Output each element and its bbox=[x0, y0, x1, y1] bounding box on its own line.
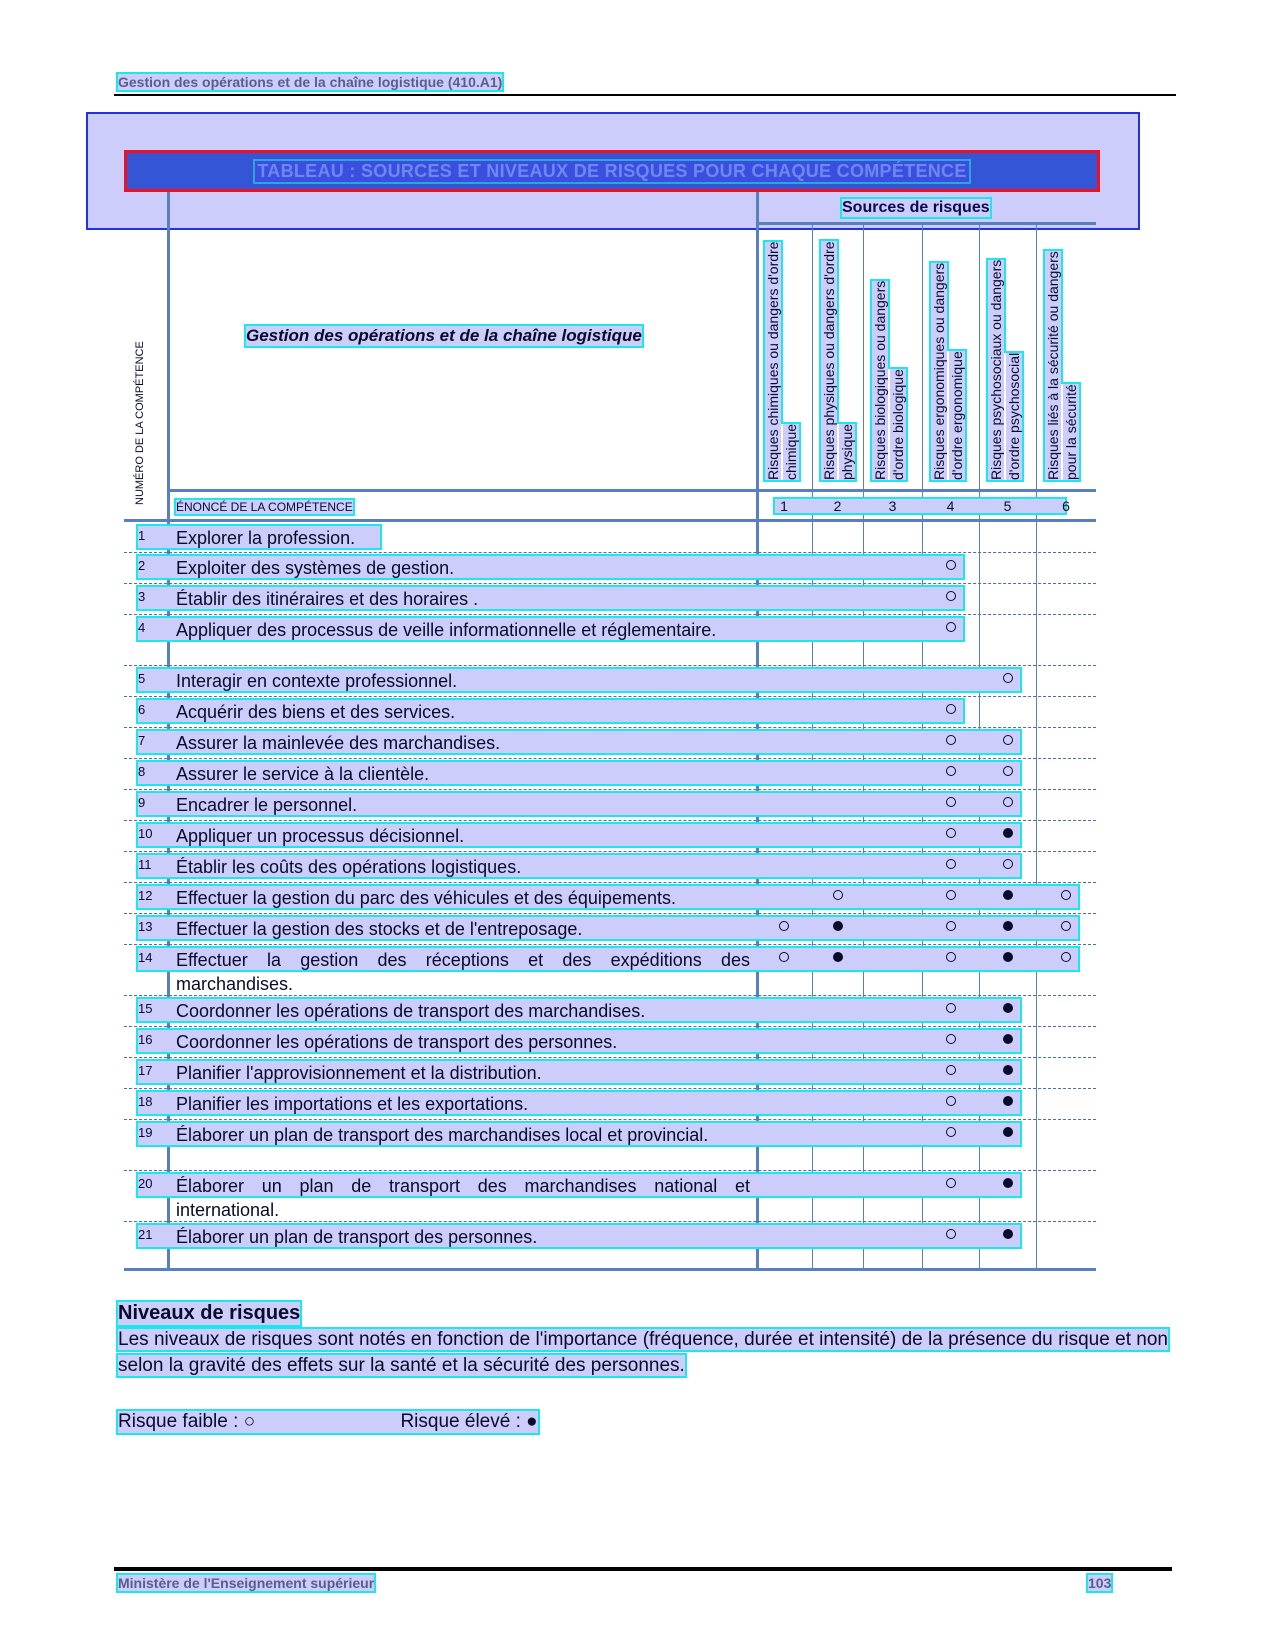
risk-column-header bbox=[1044, 240, 1092, 480]
low-risk-icon bbox=[946, 560, 956, 570]
low-risk-icon bbox=[1003, 766, 1013, 776]
risk-column-label bbox=[930, 240, 966, 480]
low-risk-icon bbox=[946, 828, 956, 838]
competency-number: 19 bbox=[138, 1125, 153, 1140]
competency-statement: Effectuer la gestion des réceptions et des expéditions des marchandises. bbox=[176, 950, 750, 994]
low-risk-icon bbox=[1003, 797, 1013, 807]
risk-column-label bbox=[820, 240, 856, 480]
competency-number: 13 bbox=[138, 919, 153, 934]
legend-high bbox=[400, 1411, 537, 1433]
risk-column-number: 5 bbox=[1003, 498, 1012, 514]
competency-statement: Assurer la mainlevée des marchandises. bbox=[176, 733, 501, 753]
high-risk-icon bbox=[833, 952, 843, 962]
risk-levels-text: Les niveaux de risques sont notés en fonction de l'importance (fréquence, durée et intensité) de la présence du risque et non selon la gravité des effets sur la santé et la sécurité des personnes. bbox=[118, 1329, 1168, 1376]
competency-statement: Coordonner les opérations de transport des marchandises. bbox=[176, 1001, 646, 1021]
high-risk-icon bbox=[1003, 952, 1013, 962]
legend-low-label: Risque faible : bbox=[118, 1411, 239, 1432]
table-row bbox=[124, 758, 1094, 789]
table-row bbox=[124, 882, 1094, 913]
competency-statement: Encadrer le personnel. bbox=[176, 795, 358, 815]
competency-number: 11 bbox=[138, 857, 152, 872]
competency-number: 9 bbox=[138, 795, 146, 810]
risk-column-label-text: Risques ergonomiques ou dangers d'ordre ergonomique bbox=[931, 262, 965, 480]
risk-column-label-text: Risques psychosociaux ou dangers d'ordre psychosocial bbox=[988, 259, 1022, 480]
table-row bbox=[124, 789, 1094, 820]
table-row bbox=[124, 727, 1094, 758]
risk-column-label-text: Risques liés à la sécurité ou dangers pour la sécurité bbox=[1045, 251, 1079, 480]
header-rule bbox=[114, 94, 1176, 96]
competency-number: 18 bbox=[138, 1094, 153, 1109]
sources-label: Sources de risques bbox=[842, 199, 990, 216]
low-risk-icon bbox=[946, 704, 956, 714]
risk-levels-title: Niveaux de risques bbox=[118, 1302, 301, 1324]
risk-column-number: 2 bbox=[833, 498, 842, 514]
low-risk-icon bbox=[946, 1003, 956, 1013]
table-row bbox=[124, 552, 1094, 583]
low-risk-icon bbox=[1061, 921, 1071, 931]
competency-statement: Établir des itinéraires et des horaires . bbox=[176, 589, 479, 609]
competency-number: 21 bbox=[138, 1227, 153, 1242]
table-row bbox=[124, 1221, 1094, 1268]
risk-column-header bbox=[764, 240, 808, 480]
table-row bbox=[124, 944, 1094, 995]
risk-column-number: 4 bbox=[946, 498, 955, 514]
competency-number: 20 bbox=[138, 1176, 153, 1191]
page-number: 103 bbox=[1088, 1575, 1112, 1591]
legend-low bbox=[118, 1411, 255, 1433]
table-row bbox=[124, 1057, 1094, 1088]
high-risk-icon bbox=[1003, 1178, 1013, 1188]
risk-column-label bbox=[987, 240, 1023, 480]
table-row bbox=[124, 614, 1094, 665]
competency-statement: Effectuer la gestion du parc des véhicules et des équipements. bbox=[176, 888, 676, 908]
page-header: Gestion des opérations et de la chaîne logistique (410.A1) bbox=[118, 74, 503, 90]
table-row bbox=[124, 1119, 1094, 1170]
risk-column-header bbox=[820, 240, 859, 480]
table-row bbox=[124, 583, 1094, 614]
risk-column-label-text: Risques physiques ou dangers d'ordre physique bbox=[821, 241, 855, 480]
high-risk-icon: ● bbox=[526, 1411, 538, 1432]
low-risk-icon bbox=[1061, 890, 1071, 900]
risk-column-label-text: Risques biologiques ou dangers d'ordre biologique bbox=[872, 280, 906, 480]
competency-statement: Planifier l'approvisionnement et la distribution. bbox=[176, 1063, 542, 1083]
competency-statement: Coordonner les opérations de transport des personnes. bbox=[176, 1032, 618, 1052]
statement-header: ÉNONCÉ DE LA COMPÉTENCE bbox=[176, 500, 353, 514]
low-risk-icon bbox=[946, 859, 956, 869]
risk-column-number: 1 bbox=[780, 498, 788, 514]
risk-column-number: 3 bbox=[888, 498, 897, 514]
risk-column-header bbox=[987, 240, 1032, 480]
competency-number: 17 bbox=[138, 1063, 153, 1078]
table-title: TABLEAU : SOURCES ET NIVEAUX DE RISQUES POUR CHAQUE COMPÉTENCE bbox=[257, 160, 967, 181]
high-risk-icon bbox=[1003, 1003, 1013, 1013]
low-risk-icon: ○ bbox=[243, 1411, 256, 1432]
table-row bbox=[124, 995, 1094, 1026]
high-risk-icon bbox=[1003, 1065, 1013, 1075]
high-risk-icon bbox=[1003, 1127, 1013, 1137]
table-row bbox=[124, 665, 1094, 696]
competency-number: 10 bbox=[138, 826, 153, 841]
competency-statement: Appliquer des processus de veille informationnelle et réglementaire. bbox=[176, 620, 717, 640]
competency-statement: Acquérir des biens et des services. bbox=[176, 702, 456, 722]
column-numbers-band bbox=[775, 499, 1065, 513]
competency-statement: Planifier les importations et les exportations. bbox=[176, 1094, 529, 1114]
low-risk-icon bbox=[1003, 859, 1013, 869]
low-risk-icon bbox=[946, 622, 956, 632]
footer-rule bbox=[114, 1567, 1172, 1571]
table-row bbox=[124, 851, 1094, 882]
competency-statement: Appliquer un processus décisionnel. bbox=[176, 826, 465, 846]
risk-column-header bbox=[930, 240, 975, 480]
competency-number: 14 bbox=[138, 950, 153, 965]
low-risk-icon bbox=[1003, 673, 1013, 683]
low-risk-icon bbox=[946, 1178, 956, 1188]
table-row bbox=[124, 913, 1094, 944]
competency-number: 2 bbox=[138, 558, 146, 573]
table-title-bar bbox=[124, 150, 1100, 192]
competency-number: 7 bbox=[138, 733, 146, 748]
legend bbox=[118, 1411, 538, 1433]
sources-underline bbox=[756, 222, 1096, 225]
high-risk-icon bbox=[1003, 890, 1013, 900]
header-rule-top bbox=[167, 489, 1096, 492]
risk-column-label bbox=[1044, 240, 1080, 480]
competency-statement: Élaborer un plan de transport des personnes. bbox=[176, 1227, 538, 1247]
competency-number: 16 bbox=[138, 1032, 153, 1047]
competency-number: 12 bbox=[138, 888, 153, 903]
competency-statement: Établir les coûts des opérations logistiques. bbox=[176, 857, 522, 877]
high-risk-icon bbox=[1003, 828, 1013, 838]
low-risk-icon bbox=[946, 735, 956, 745]
low-risk-icon bbox=[833, 890, 843, 900]
competency-number: 1 bbox=[138, 528, 146, 543]
low-risk-icon bbox=[946, 797, 956, 807]
low-risk-icon bbox=[946, 890, 956, 900]
high-risk-icon bbox=[1003, 1096, 1013, 1106]
low-risk-icon bbox=[946, 591, 956, 601]
competency-statement: Explorer la profession. bbox=[176, 528, 356, 548]
low-risk-icon bbox=[946, 921, 956, 931]
competency-number: 5 bbox=[138, 671, 146, 686]
risk-column-label bbox=[871, 240, 907, 480]
table-row bbox=[124, 1088, 1094, 1119]
competency-statement: Effectuer la gestion des stocks et de l'entreposage. bbox=[176, 919, 583, 939]
table-row bbox=[124, 1026, 1094, 1057]
table-row bbox=[124, 522, 1094, 552]
high-risk-icon bbox=[1003, 1229, 1013, 1239]
low-risk-icon bbox=[1003, 735, 1013, 745]
table-row bbox=[124, 696, 1094, 727]
low-risk-icon bbox=[779, 952, 789, 962]
competency-statement: Exploiter des systèmes de gestion. bbox=[176, 558, 455, 578]
risk-column-number: 6 bbox=[1062, 498, 1070, 514]
competency-statement: Interagir en contexte professionnel. bbox=[176, 671, 458, 691]
low-risk-icon bbox=[946, 1127, 956, 1137]
low-risk-icon bbox=[779, 921, 789, 931]
main-heading: Gestion des opérations et de la chaîne logistique bbox=[246, 326, 642, 345]
legend-high-label: Risque élevé : bbox=[400, 1411, 521, 1432]
low-risk-icon bbox=[946, 952, 956, 962]
table-row bbox=[124, 1170, 1094, 1221]
low-risk-icon bbox=[946, 766, 956, 776]
risk-levels-paragraph bbox=[118, 1327, 1168, 1379]
competency-statement: Assurer le service à la clientèle. bbox=[176, 764, 430, 784]
high-risk-icon bbox=[1003, 921, 1013, 931]
low-risk-icon bbox=[1061, 952, 1071, 962]
low-risk-icon bbox=[946, 1229, 956, 1239]
table-row bbox=[124, 820, 1094, 851]
number-header: NUMÉRO DE LA COMPÉTENCE bbox=[134, 341, 146, 505]
competency-number: 3 bbox=[138, 589, 146, 604]
low-risk-icon bbox=[946, 1065, 956, 1075]
footer-ministry: Ministère de l'Enseignement supérieur bbox=[118, 1575, 375, 1591]
table-bottom-rule bbox=[124, 1268, 1096, 1271]
risk-column-label-text: Risques chimiques ou dangers d'ordre chimique bbox=[765, 241, 799, 480]
competency-number: 15 bbox=[138, 1001, 153, 1016]
high-risk-icon bbox=[833, 921, 843, 931]
high-risk-icon bbox=[1003, 1034, 1013, 1044]
risk-column-header bbox=[871, 240, 918, 480]
competency-number: 8 bbox=[138, 764, 146, 779]
competency-number: 6 bbox=[138, 702, 146, 717]
competency-statement: Élaborer un plan de transport des marchandises local et provincial. bbox=[176, 1125, 709, 1145]
competency-number: 4 bbox=[138, 620, 146, 635]
low-risk-icon bbox=[946, 1034, 956, 1044]
competency-statement: Élaborer un plan de transport des marchandises national et international. bbox=[176, 1176, 750, 1220]
low-risk-icon bbox=[946, 1096, 956, 1106]
risk-column-label bbox=[764, 240, 800, 480]
